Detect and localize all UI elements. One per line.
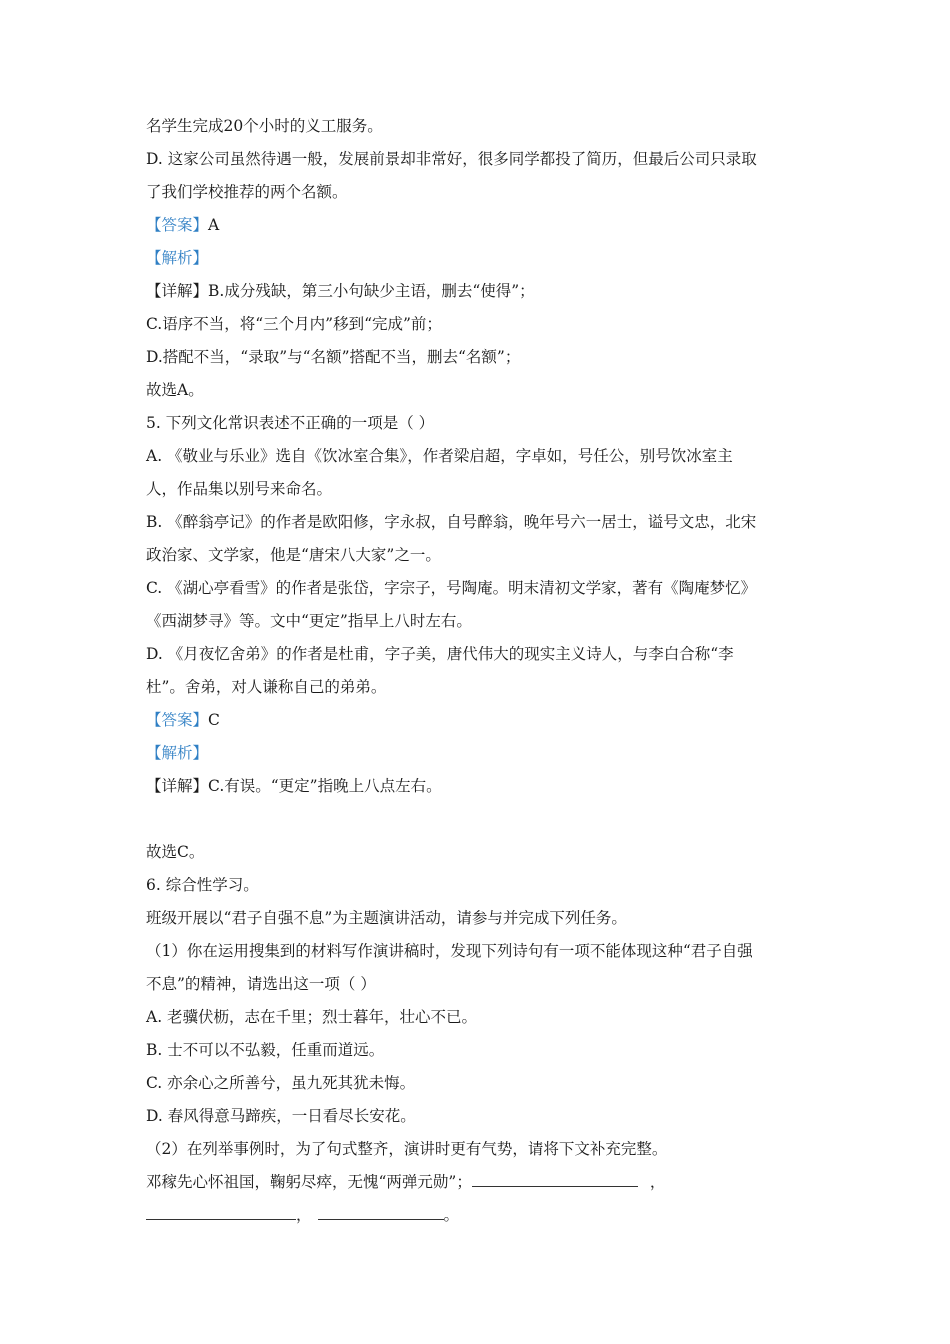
fill-in-line [146, 1172, 665, 1192]
text-line: 不息”的精神，请选出这一项（ ） [146, 975, 376, 993]
fill-in-prompt: 邓稼先心怀祖国，鞠躬尽瘁，无愧“两弹元勋”； [146, 1173, 472, 1191]
punctuation: ， [649, 1173, 666, 1191]
option-d: D. 《月夜忆舍弟》的作者是杜甫，字子美，唐代伟大的现实主义诗人，与李白合称“李 [146, 645, 734, 663]
option-a: A. 《敬业与乐业》选自《饮冰室合集》，作者梁启超，字卓如，号任公，别号饮冰室主 [146, 447, 733, 465]
sub-question-2: （2）在列举事例时，为了句式整齐，演讲时更有气势，请将下文补充完整。 [146, 1140, 668, 1158]
answer-blank[interactable] [146, 1205, 296, 1220]
option-c: C. 《湖心亭看雪》的作者是张岱，字宗子，号陶庵。明末清初文学家，著有《陶庵梦忆》 [146, 579, 757, 597]
option-b: B. 《醉翁亭记》的作者是欧阳修，字永叔，自号醉翁，晚年号六一居士，谥号文忠，北宋 [146, 513, 757, 531]
question-6: 6. 综合性学习。 [146, 876, 259, 894]
text-line: 故选C。 [146, 843, 205, 861]
detail-line [146, 776, 442, 796]
option-c: C. 亦余心之所善兮，虽九死其犹未悔。 [146, 1074, 416, 1092]
analysis-tag: 【解析】 [146, 744, 209, 762]
option-b: B. 士不可以不弘毅，任重而道远。 [146, 1041, 385, 1059]
analysis-tag: 【解析】 [146, 249, 209, 267]
detail-text: B.成分残缺，第三小句缺少主语，删去“使得”； [208, 282, 535, 300]
answer-line [146, 215, 219, 235]
question-5: 5. 下列文化常识表述不正确的一项是（ ） [146, 414, 435, 432]
answer-tag: 【答案】 [146, 216, 209, 234]
text-line: 班级开展以“君子自强不息”为主题演讲活动，请参与并完成下列任务。 [146, 909, 627, 927]
detail-tag: 【详解】 [146, 282, 209, 300]
answer-value: A [208, 216, 220, 234]
answer-blank[interactable] [318, 1205, 444, 1220]
text-line: 名学生完成20个小时的义工服务。 [146, 117, 383, 135]
detail-tag: 【详解】 [146, 777, 209, 795]
answer-line [146, 710, 220, 730]
answer-blank[interactable] [472, 1172, 638, 1187]
detail-line [146, 281, 535, 301]
text-line: 杜”。舍弟，对人谦称自己的弟弟。 [146, 678, 387, 696]
option-a: A. 老骥伏枥，志在千里；烈士暮年，壮心不已。 [146, 1008, 478, 1026]
answer-value: C [208, 711, 220, 729]
text-line: 政治家、文学家，他是“唐宋八大家”之一。 [146, 546, 441, 564]
text-line: 故选A。 [146, 381, 204, 399]
option-d: D. 这家公司虽然待遇一般，发展前景却非常好，很多同学都投了简历，但最后公司只录取 [146, 150, 757, 168]
punctuation: 。 [443, 1206, 460, 1224]
answer-tag: 【答案】 [146, 711, 209, 729]
text-line: 了我们学校推荐的两个名额。 [146, 183, 348, 201]
detail-text: C.有误。“更定”指晚上八点左右。 [208, 777, 442, 795]
option-d: D. 春风得意马蹄疾，一日看尽长安花。 [146, 1107, 416, 1125]
fill-in-line [146, 1205, 459, 1225]
text-line: 人，作品集以别号来命名。 [146, 480, 333, 498]
text-line: C.语序不当，将“三个月内”移到“完成”前； [146, 315, 442, 333]
text-line: D.搭配不当，“录取”与“名额”搭配不当，删去“名额”； [146, 348, 521, 366]
sub-question-1: （1）你在运用搜集到的材料写作演讲稿时，发现下列诗句有一项不能体现这种“君子自强 [146, 942, 753, 960]
text-line: 《西湖梦寻》等。文中“更定”指早上八时左右。 [146, 612, 472, 630]
punctuation: ， [296, 1206, 312, 1224]
